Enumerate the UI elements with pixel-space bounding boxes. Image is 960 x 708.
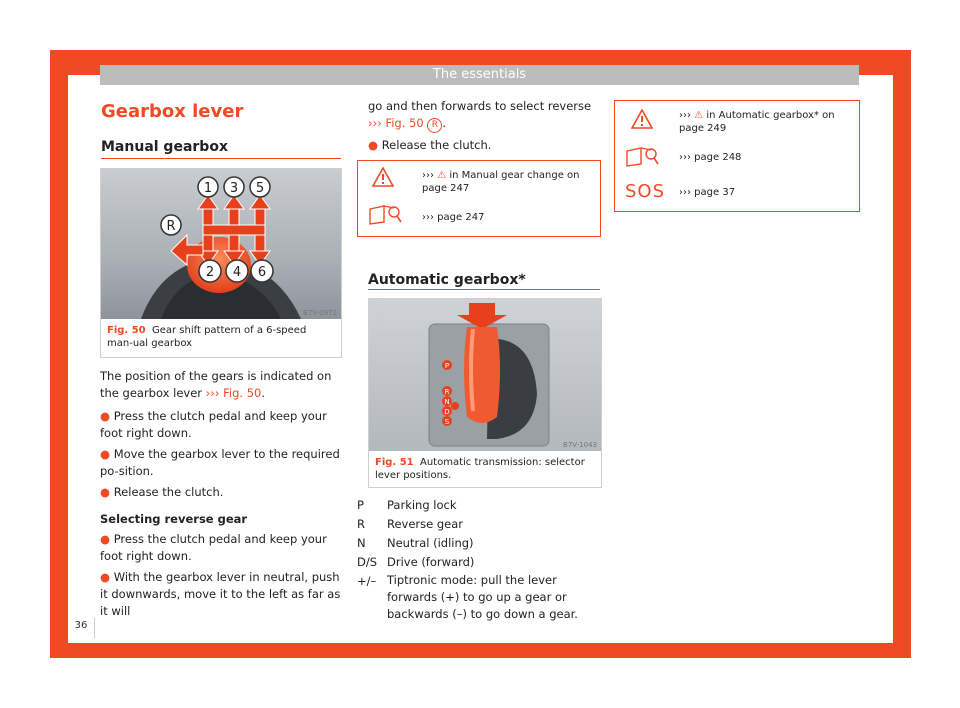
section-subtitle: Manual gearbox	[101, 139, 228, 155]
gear-pattern-illustration	[101, 169, 341, 319]
gear-1-label: 1	[203, 181, 213, 196]
page-divider	[94, 618, 95, 638]
figure-code: B7V-0971	[303, 309, 337, 317]
figure-50	[100, 168, 342, 358]
warning-triangle-icon	[631, 109, 653, 129]
list-item: ● Release the clutch.	[368, 138, 492, 152]
list-item: ● Release the clutch.	[100, 485, 224, 499]
selector-lever-image	[369, 299, 601, 451]
continued-paragraph: go and then forwards to select reverse ››› Fig. 50 R .	[368, 98, 600, 133]
manual-book-icon	[368, 203, 402, 225]
running-header: The essentials	[100, 65, 859, 85]
figure-caption-text: Automatic transmission: selector lever positions.	[375, 457, 585, 481]
automatic-heading: Automatic gearbox*	[368, 272, 526, 288]
reverse-marker: R	[427, 118, 442, 133]
warning-triangle-icon	[372, 167, 394, 187]
subtitle-rule	[101, 158, 341, 159]
figure-caption	[107, 324, 335, 350]
warning-triangle-icon: ⚠	[437, 170, 447, 181]
gear-3-label: 3	[229, 181, 239, 196]
warning-box-2	[614, 100, 860, 212]
definition-list	[357, 496, 597, 623]
definition-row: R Reverse gear	[357, 517, 464, 531]
pos-n-label: N	[444, 398, 450, 406]
list-item: ● Move the gearbox lever to the required po-sition.	[100, 447, 340, 478]
fig50-link[interactable]: ››› Fig. 50	[368, 116, 424, 130]
figure-caption	[375, 456, 595, 482]
pos-p-label: P	[444, 362, 450, 370]
sos-icon: SOS	[625, 181, 666, 202]
fig50-link[interactable]: ››› Fig. 50	[205, 386, 262, 400]
gear-shift-image	[101, 169, 341, 319]
intro-paragraph: The position of the gears is indicated on the gearbox lever ››› Fig. 50.	[100, 369, 332, 400]
automatic-rule	[368, 289, 600, 290]
definition-row: P Parking lock	[357, 498, 457, 512]
figure-51	[368, 298, 602, 488]
figure-label: Fig. 50	[107, 325, 146, 336]
figure-caption-text: Gear shift pattern of a 6-speed man-ual gearbox	[107, 325, 307, 349]
left-body-text	[100, 368, 342, 620]
gear-5-label: 5	[255, 181, 265, 196]
warning-box-1	[357, 160, 601, 237]
page-ref-2[interactable]: ››› page 247	[422, 212, 485, 223]
list-item: ● Press the clutch pedal and keep your foot right down.	[100, 532, 327, 563]
pos-d-label: D	[444, 408, 450, 416]
gear-r-label: R	[166, 219, 176, 234]
page-ref-2[interactable]: ››› page 248	[679, 152, 742, 163]
section-title: Gearbox lever	[101, 101, 244, 122]
definition-row: +/– Tiptronic mode: pull the lever forwards (+) to go up a gear or backwards (–) to go down a gear.	[357, 573, 578, 621]
page-ref-3[interactable]: ››› page 37	[679, 187, 736, 198]
reverse-subheading: Selecting reverse gear	[100, 512, 248, 526]
list-item: ● With the gearbox lever in neutral, push it downwards, move it to the left as far as it will	[100, 570, 341, 618]
pos-s-label: S	[444, 418, 450, 426]
gear-6-label: 6	[257, 265, 267, 280]
page-number: 36	[68, 618, 94, 634]
list-item: ● Press the clutch pedal and keep your foot right down.	[100, 409, 327, 440]
definition-row: D/S Drive (forward)	[357, 555, 475, 569]
gear-4-label: 4	[232, 265, 242, 280]
pos-r-label: R	[444, 388, 450, 396]
figure-label: Fig. 51	[375, 457, 414, 468]
mid-body-text	[368, 98, 600, 154]
selector-illustration	[369, 299, 601, 451]
warning-ref-1: ››› ⚠ in Manual gear change on page 247	[422, 170, 580, 194]
warning-triangle-icon: ⚠	[694, 110, 704, 121]
figure-code: B7V-1043	[563, 441, 597, 449]
definition-row: N Neutral (idling)	[357, 536, 474, 550]
gear-2-label: 2	[205, 265, 215, 280]
warning-ref-1: ››› ⚠ in Automatic gearbox* on page 249	[679, 110, 835, 134]
manual-book-icon	[625, 145, 659, 167]
